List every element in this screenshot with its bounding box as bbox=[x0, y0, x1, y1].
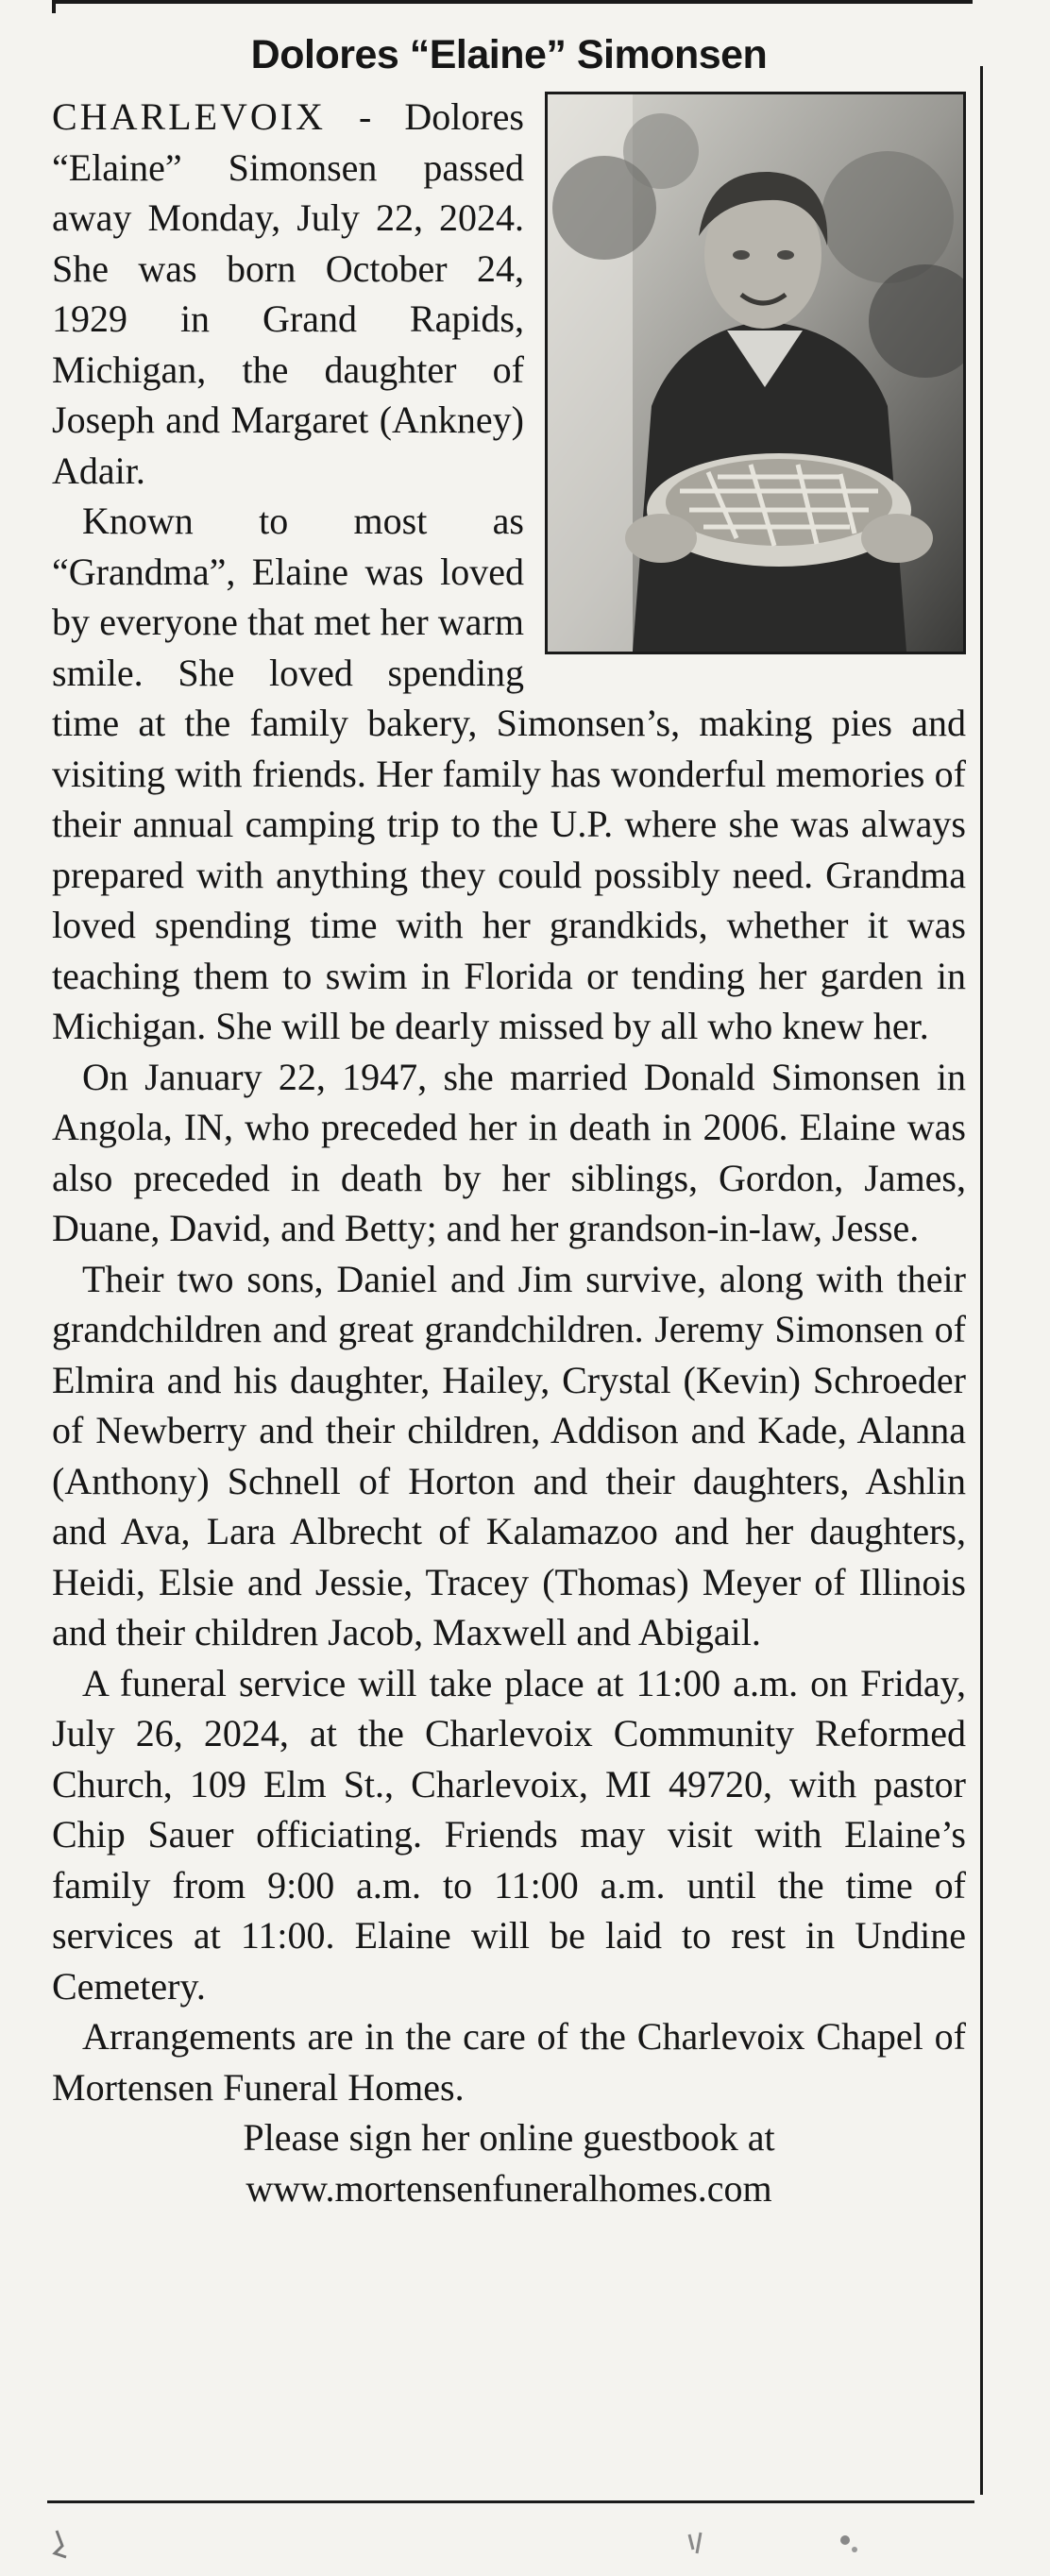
paragraph-1-text: Dolores “Elaine” Simonsen passed away Monday, July 22, 2024. She was born October 24, 1929 in Grand Rapids, Michigan, the daughter of Joseph and Margaret (Ankney) Adair. bbox=[52, 95, 524, 492]
portrait-photo bbox=[545, 92, 966, 654]
column-rule bbox=[980, 66, 983, 2495]
obituary-article bbox=[52, 32, 966, 2213]
guestbook-url[interactable]: www.mortensenfuneralhomes.com bbox=[246, 2166, 772, 2210]
paragraph-4: Their two sons, Daniel and Jim survive, along with their grandchildren and great grandchildren. Jeremy Simonsen of Elmira and his daughter, Hailey, Crystal (Kevin) Schroeder of Newberry and their children, Addison and Kade, Alanna (Anthony) Schnell of Horton and their daughters, Ashlin and Ava, Lara Albrecht of Kalamazoo and her daughters, Heidi, Elsie and Jessie, Tracey (Thomas) Meyer of Illinois and their children Jacob, Maxwell and Abigail. bbox=[52, 1257, 966, 1653]
dateline-dash: - bbox=[325, 95, 405, 138]
paragraph-3: On January 22, 1947, she married Donald Simonsen in Angola, IN, who preceded her in death in 2006. Elaine was also preceded in death by her siblings, Gordon, James, Duane, David, and Betty; and her grandson-in-law, Jesse. bbox=[52, 1055, 966, 1249]
bottom-rule bbox=[47, 2500, 974, 2503]
paragraph-6: Arrangements are in the care of the Charlevoix Chapel of Mortensen Funeral Homes. bbox=[52, 2015, 966, 2109]
dateline: CHARLEVOIX bbox=[52, 95, 326, 138]
headline: Dolores “Elaine” Simonsen bbox=[250, 32, 768, 77]
paragraph-2: Known to most as “Grandma”, Elaine was loved by everyone that met her warm smile. She loved spending time at the family bakery, Simonsen’s, making pies and visiting with friends. Her family has wonderful memories of their annual camping trip to the U.P. where she was always prepared with anything they could possibly need. Grandma loved spending time with her grandkids, whether it was teaching them to swim in Florida or tending her garden in Michigan. She will be dearly missed by all who knew her. bbox=[52, 500, 966, 1047]
guestbook-line: Please sign her online guestbook at bbox=[243, 2116, 775, 2159]
scan-specks bbox=[0, 2512, 1050, 2576]
top-rule bbox=[52, 0, 973, 4]
paragraph-5: A funeral service will take place at 11:00 a.m. on Friday, July 26, 2024, at the Charlevoix Community Reformed Church, 109 Elm St., Charlevoix, MI 49720, with pastor Chip Sauer officiating. Friends may visit with Elaine’s family from 9:00 a.m. to 11:00 a.m. until the time of services at 11:00. Elaine will be laid to rest in Undine Cemetery. bbox=[52, 1661, 966, 2008]
